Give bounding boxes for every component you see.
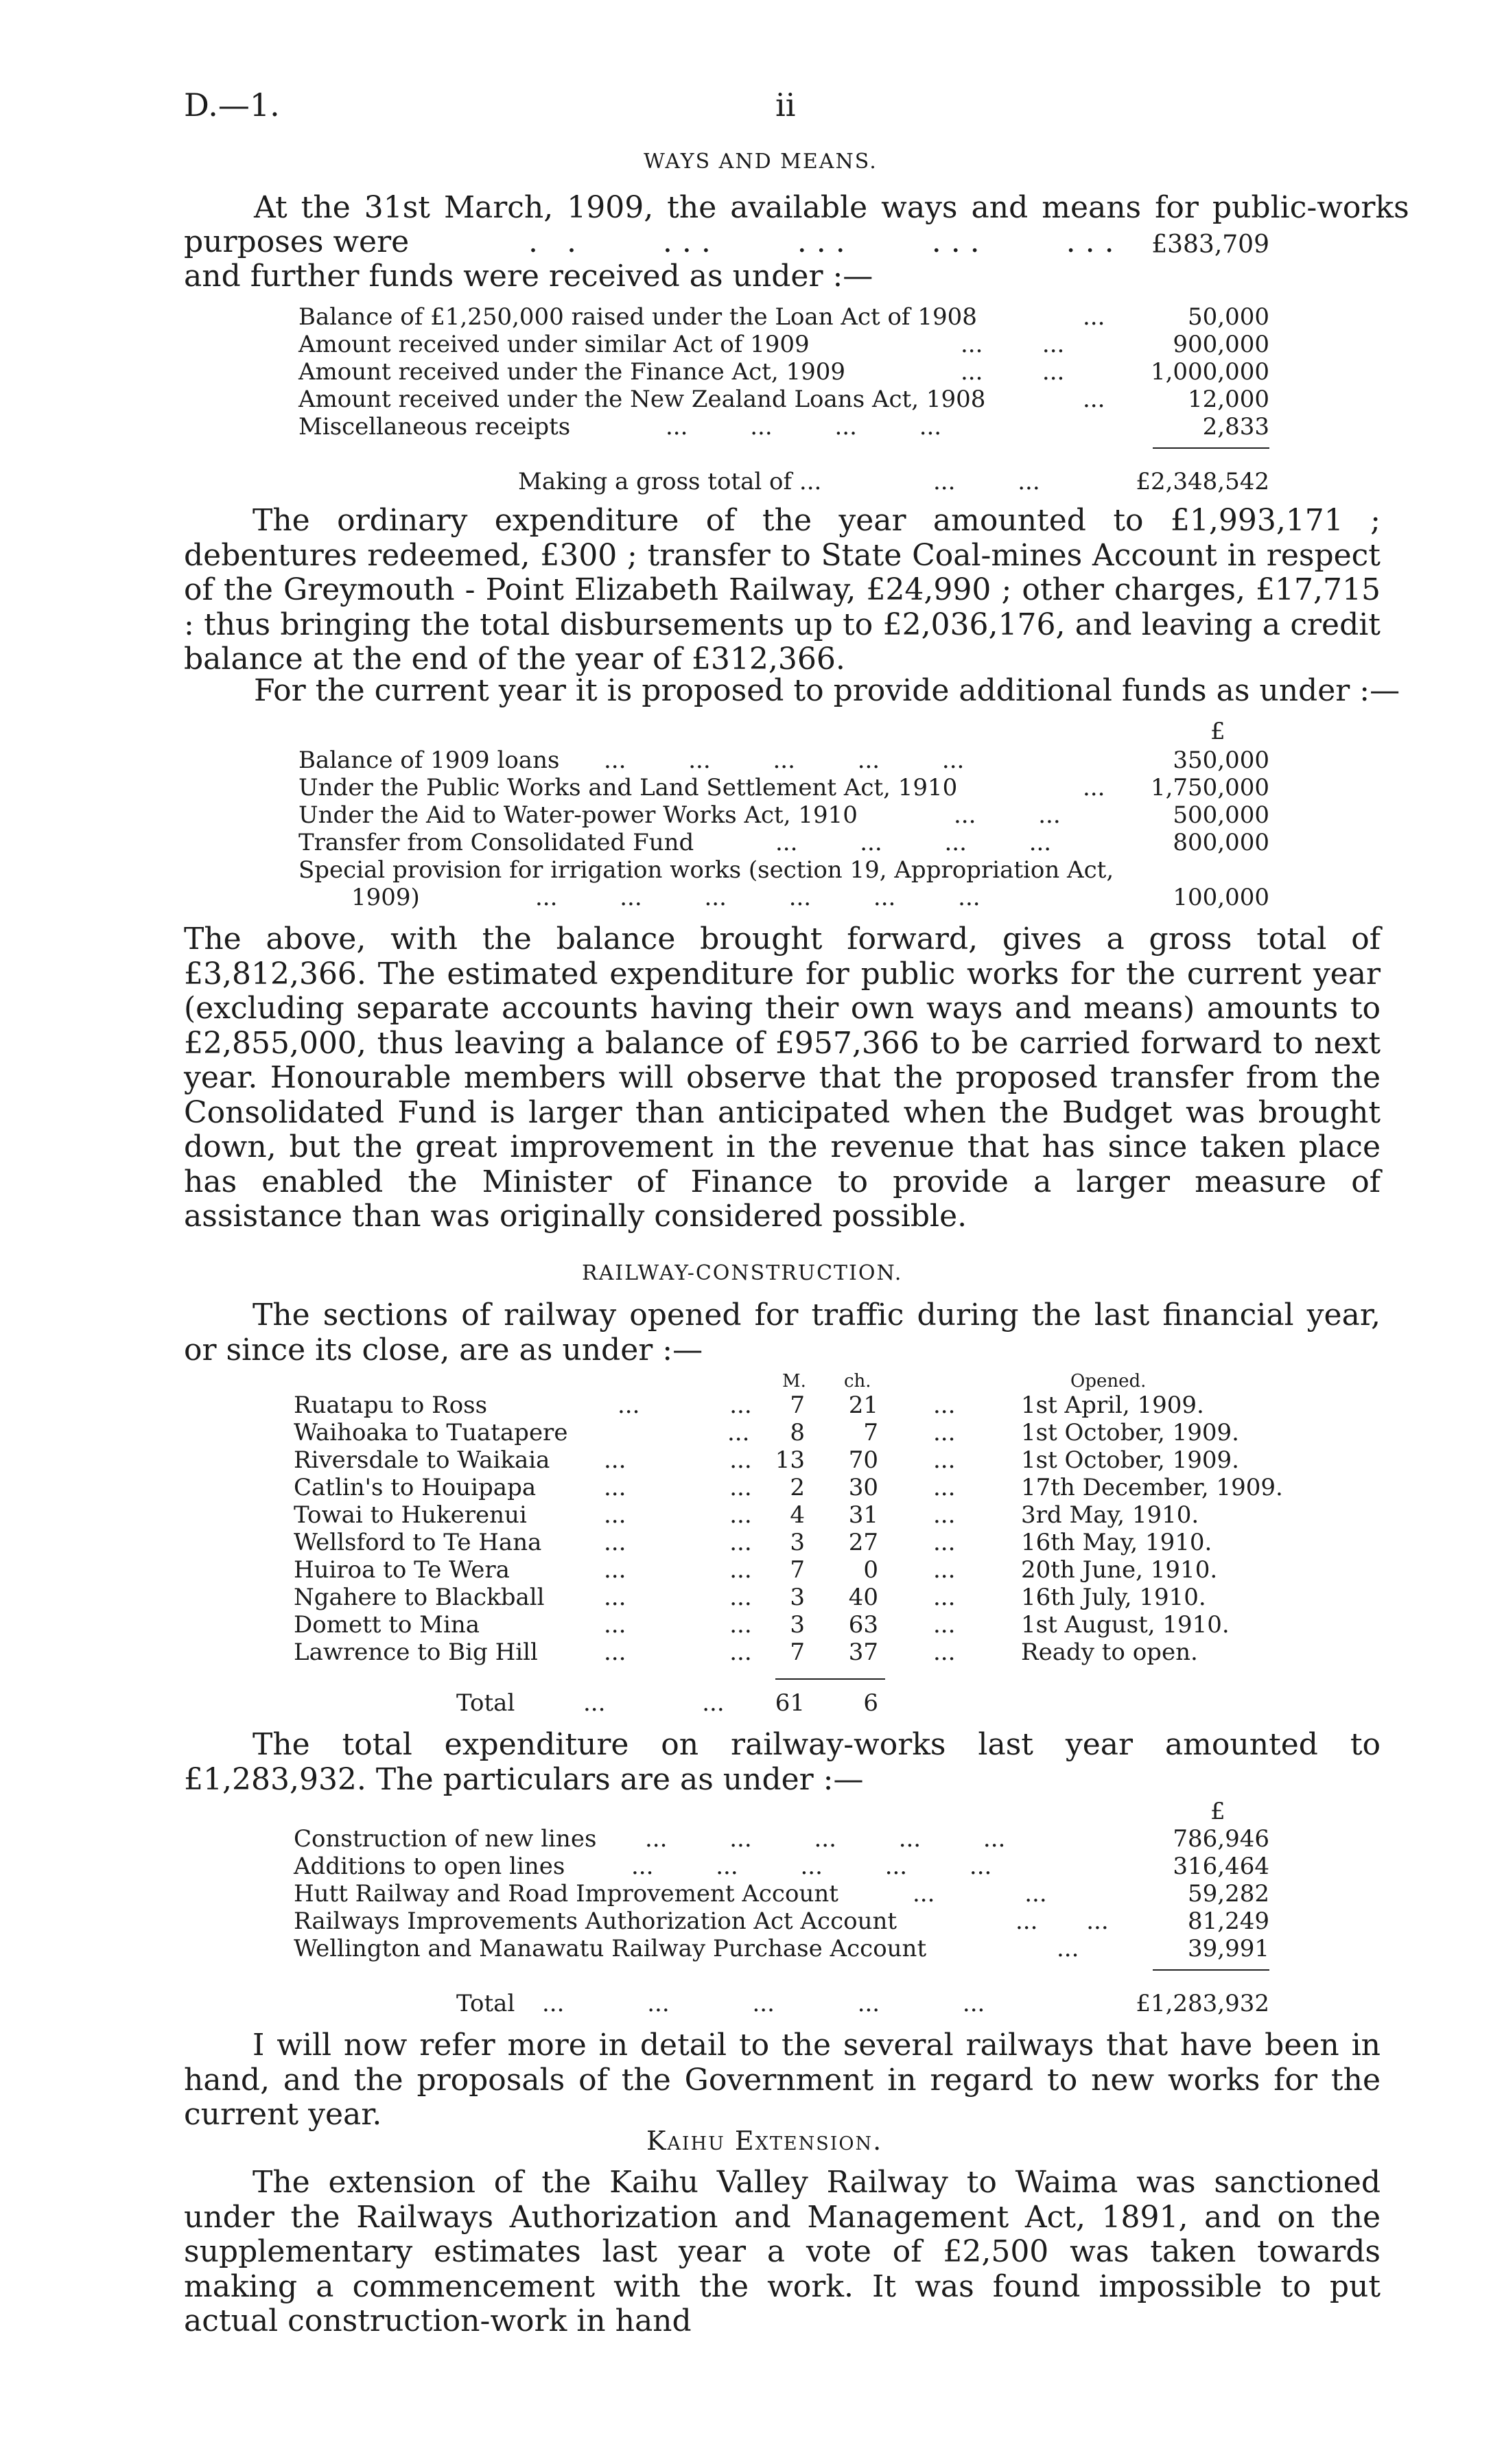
particulars-total-amount: £1,283,932 — [1136, 1990, 1269, 2017]
leader-dots: ... — [933, 1474, 956, 1501]
fund-amount: 800,000 — [1173, 829, 1269, 856]
section-chains: 40 — [848, 1584, 878, 1611]
section-opened: 16th July, 1910. — [1021, 1584, 1206, 1611]
section-chains: 30 — [848, 1474, 878, 1501]
balance-paragraph: The above, with the balance brought forward, gives a gross total of £3,812,366. The estimated expenditure for public works for the current year (excluding separate accounts having their own ways and means) amounts to £2,855,000, thus leaving a balance of £957,366 to be carried forward to next year. Honourable members will observe that the proposed transfer from the Consolidated Fund is larger than anticipated when the Budget was brought down, but the great improvement in the revenue that has since taken place has enabled the Minister of Finance to provide a larger measure of assistance than was originally considered possible. — [184, 922, 1381, 1234]
receipt-label: Amount received under similar Act of 1909 — [298, 331, 810, 358]
fund-amount: 350,000 — [1173, 747, 1269, 774]
particular-label: Wellington and Manawatu Railway Purchase Account — [294, 1935, 927, 1962]
receipt-amount: 12,000 — [1188, 386, 1269, 413]
particulars-total-label: Total — [456, 1990, 515, 2017]
section-opened: 1st October, 1909. — [1021, 1446, 1239, 1474]
receipt-label: Miscellaneous receipts — [298, 413, 571, 441]
sum-rule — [1153, 447, 1269, 449]
document-code: D.—1. — [184, 86, 280, 124]
gross-total-amount: £2,348,542 — [1136, 468, 1269, 495]
intro-line: purposes were — [184, 224, 410, 259]
particular-label: Additions to open lines — [294, 1853, 565, 1880]
section-chains: 21 — [848, 1392, 878, 1419]
section-miles: 4 — [790, 1501, 805, 1529]
receipt-amount: 50,000 — [1188, 303, 1269, 331]
section-miles: 7 — [790, 1556, 805, 1584]
section-miles: 13 — [775, 1446, 805, 1474]
leader-dots: ... — [933, 1584, 956, 1611]
receipt-label: Amount received under the New Zealand Loans Act, 1908 — [298, 386, 986, 413]
leader-dots: ... ... — [933, 468, 1040, 495]
section-opened: Ready to open. — [1021, 1639, 1198, 1666]
section-name: Riversdale to Waikaia — [294, 1446, 550, 1474]
section-miles: 8 — [790, 1419, 805, 1446]
leader-dots: ... — [1083, 774, 1105, 801]
section-name: Huiroa to Te Wera — [294, 1556, 510, 1584]
section-chains: 7 — [863, 1419, 878, 1446]
total-miles: 61 — [775, 1689, 805, 1717]
section-chains: 37 — [848, 1639, 878, 1666]
section-heading-kaihu: Kaihu Extension. — [646, 2126, 883, 2156]
receipt-label: Amount received under the Finance Act, 1909 — [298, 358, 845, 386]
leader-dots: ... — [933, 1392, 956, 1419]
section-opened: 17th December, 1909. — [1021, 1474, 1283, 1501]
leader-dots: ... ... — [583, 1689, 725, 1717]
leader-dots: ... ... — [604, 1556, 752, 1584]
section-heading-ways-means: WAYS AND MEANS. — [644, 150, 878, 174]
leader-dots: ... — [1083, 386, 1105, 413]
particular-amount: 81,249 — [1188, 1908, 1269, 1935]
section-chains: 70 — [848, 1446, 878, 1474]
section-miles: 3 — [790, 1584, 805, 1611]
section-name: Ruatapu to Ross — [294, 1392, 488, 1419]
receipt-amount: 2,833 — [1202, 413, 1269, 441]
intro-amount: £383,709 — [1151, 231, 1269, 259]
leader-dots: ... — [1083, 303, 1105, 331]
section-chains: 27 — [848, 1529, 878, 1556]
section-opened: 20th June, 1910. — [1021, 1556, 1218, 1584]
receipt-amount: 1,000,000 — [1150, 358, 1269, 386]
section-miles: 3 — [790, 1611, 805, 1639]
leader-dots: ... ... — [604, 1639, 752, 1666]
section-name: Ngahere to Blackball — [294, 1584, 545, 1611]
expenditure-paragraph: The ordinary expenditure of the year amounted to £1,993,171 ; debentures redeemed, £300 ; transfer to State Coal-mines Account in respect of the Greymouth - Point Elizabeth Railway, £24,990 ; other charges, £17,715 : thus bringing the total disbursements up to £2,036,176, and leaving a credit balance at the end of the year of £312,366. — [184, 503, 1381, 677]
receipt-label: Balance of £1,250,000 raised under the Loan Act of 1908 — [298, 303, 977, 331]
section-name: Lawrence to Big Hill — [294, 1639, 538, 1666]
section-opened: 1st April, 1909. — [1021, 1392, 1204, 1419]
leader-dots: ... ... — [961, 358, 1065, 386]
railway-expenditure-intro: The total expenditure on railway-works last year amounted to £1,283,932. The particulars are as under :— — [184, 1727, 1381, 1797]
particular-amount: 316,464 — [1173, 1853, 1269, 1880]
section-chains: 0 — [863, 1556, 878, 1584]
leader-dots: ... — [933, 1501, 956, 1529]
currency-symbol: £ — [1210, 718, 1225, 745]
leader-dots: ... — [933, 1639, 956, 1666]
fund-label: Under the Aid to Water-power Works Act, 1910 — [298, 801, 858, 829]
special-provision-amount: 100,000 — [1173, 884, 1269, 911]
section-opened: 16th May, 1910. — [1021, 1529, 1212, 1556]
leader-dots: ... — [727, 1419, 750, 1446]
leader-dots: ... — [933, 1529, 956, 1556]
leader-dots: ... ... — [604, 1474, 752, 1501]
section-name: Waihoaka to Tuatapere — [294, 1419, 568, 1446]
leader-dots: . . ... ... ... ... — [528, 224, 1124, 259]
leader-dots: ... ... — [1015, 1908, 1109, 1935]
leader-dots: ... ... ... ... ... ... — [535, 884, 981, 911]
section-chains: 63 — [848, 1611, 878, 1639]
leader-dots: ... ... — [604, 1529, 752, 1556]
fund-label: Under the Public Works and Land Settlement Act, 1910 — [298, 774, 958, 801]
fund-amount: 500,000 — [1173, 801, 1269, 829]
railway-intro: The sections of railway opened for traffic during the last financial year, or since its close, are as under :— — [184, 1298, 1381, 1368]
column-header-opened: Opened. — [1070, 1371, 1147, 1392]
sum-rule — [775, 1678, 885, 1680]
leader-dots: ... ... — [954, 801, 1061, 829]
intro-line: At the 31st March, 1909, the available ways and means for public-works — [254, 190, 1409, 225]
leader-dots: ... ... ... ... ... — [542, 1990, 985, 2017]
page-number: ii — [775, 86, 796, 124]
leader-dots: ... — [933, 1419, 956, 1446]
gross-total-label: Making a gross total of ... — [518, 468, 822, 495]
fund-label: Transfer from Consolidated Fund — [298, 829, 694, 856]
refer-paragraph: I will now refer more in detail to the several railways that have been in hand, and the proposals of the Government in regard to new works for the current year. — [184, 2028, 1381, 2132]
section-miles: 3 — [790, 1529, 805, 1556]
current-year-line: For the current year it is proposed to provide additional funds as under :— — [254, 673, 1400, 708]
particular-amount: 59,282 — [1188, 1880, 1269, 1908]
leader-dots: ... — [933, 1556, 956, 1584]
leader-dots: ... ... — [604, 1584, 752, 1611]
kaihu-paragraph: The extension of the Kaihu Valley Railway to Waima was sanctioned under the Railways Authorization and Management Act, 1891, and on the supplementary estimates last year a vote of £2,500 was taken towards making a commencement with the work. It was found impossible to put actual construction-work in hand — [184, 2165, 1381, 2338]
leader-dots: ... ... — [604, 1611, 752, 1639]
total-label: Total — [456, 1689, 515, 1717]
leader-dots: ... ... ... ... ... — [645, 1825, 1006, 1853]
section-chains: 31 — [848, 1501, 878, 1529]
section-name: Catlin's to Houipapa — [294, 1474, 537, 1501]
leader-dots: ... ... — [618, 1392, 752, 1419]
leader-dots: ... — [933, 1611, 956, 1639]
sum-rule — [1153, 1969, 1269, 1971]
leader-dots: ... ... ... ... ... — [604, 747, 965, 774]
leader-dots: ... ... — [604, 1446, 752, 1474]
particular-amount: 786,946 — [1173, 1825, 1269, 1853]
section-name: Towai to Hukerenui — [294, 1501, 527, 1529]
section-miles: 7 — [790, 1639, 805, 1666]
fund-amount: 1,750,000 — [1150, 774, 1269, 801]
receipt-amount: 900,000 — [1173, 331, 1269, 358]
section-miles: 7 — [790, 1392, 805, 1419]
leader-dots: ... — [933, 1446, 956, 1474]
section-miles: 2 — [790, 1474, 805, 1501]
leader-dots: ... — [1057, 1935, 1079, 1962]
column-header-chains: ch. — [844, 1371, 871, 1392]
section-heading-railway: RAILWAY-CONSTRUCTION. — [582, 1261, 903, 1285]
section-opened: 3rd May, 1910. — [1021, 1501, 1199, 1529]
section-opened: 1st August, 1910. — [1021, 1611, 1230, 1639]
currency-symbol: £ — [1210, 1798, 1225, 1825]
leader-dots: ... ... — [961, 331, 1065, 358]
particular-label: Construction of new lines — [294, 1825, 597, 1853]
column-header-miles: M. — [782, 1371, 806, 1392]
particular-label: Railways Improvements Authorization Act Account — [294, 1908, 897, 1935]
particular-label: Hutt Railway and Road Improvement Account — [294, 1880, 838, 1908]
total-chains: 6 — [863, 1689, 878, 1717]
special-provision-label: Special provision for irrigation works (section 19, Appropriation Act, — [298, 856, 1114, 884]
leader-dots: ... ... ... ... ... — [631, 1853, 992, 1880]
leader-dots: ... ... — [604, 1501, 752, 1529]
section-name: Wellsford to Te Hana — [294, 1529, 542, 1556]
leader-dots: ... ... ... ... — [666, 413, 942, 441]
intro-line: and further funds were received as under :— — [184, 259, 873, 294]
leader-dots: ... ... — [913, 1880, 1047, 1908]
leader-dots: ... ... ... ... — [775, 829, 1052, 856]
section-name: Domett to Mina — [294, 1611, 480, 1639]
particular-amount: 39,991 — [1188, 1935, 1269, 1962]
section-opened: 1st October, 1909. — [1021, 1419, 1239, 1446]
fund-label: Balance of 1909 loans — [298, 747, 560, 774]
special-provision-label: 1909) — [351, 884, 420, 911]
